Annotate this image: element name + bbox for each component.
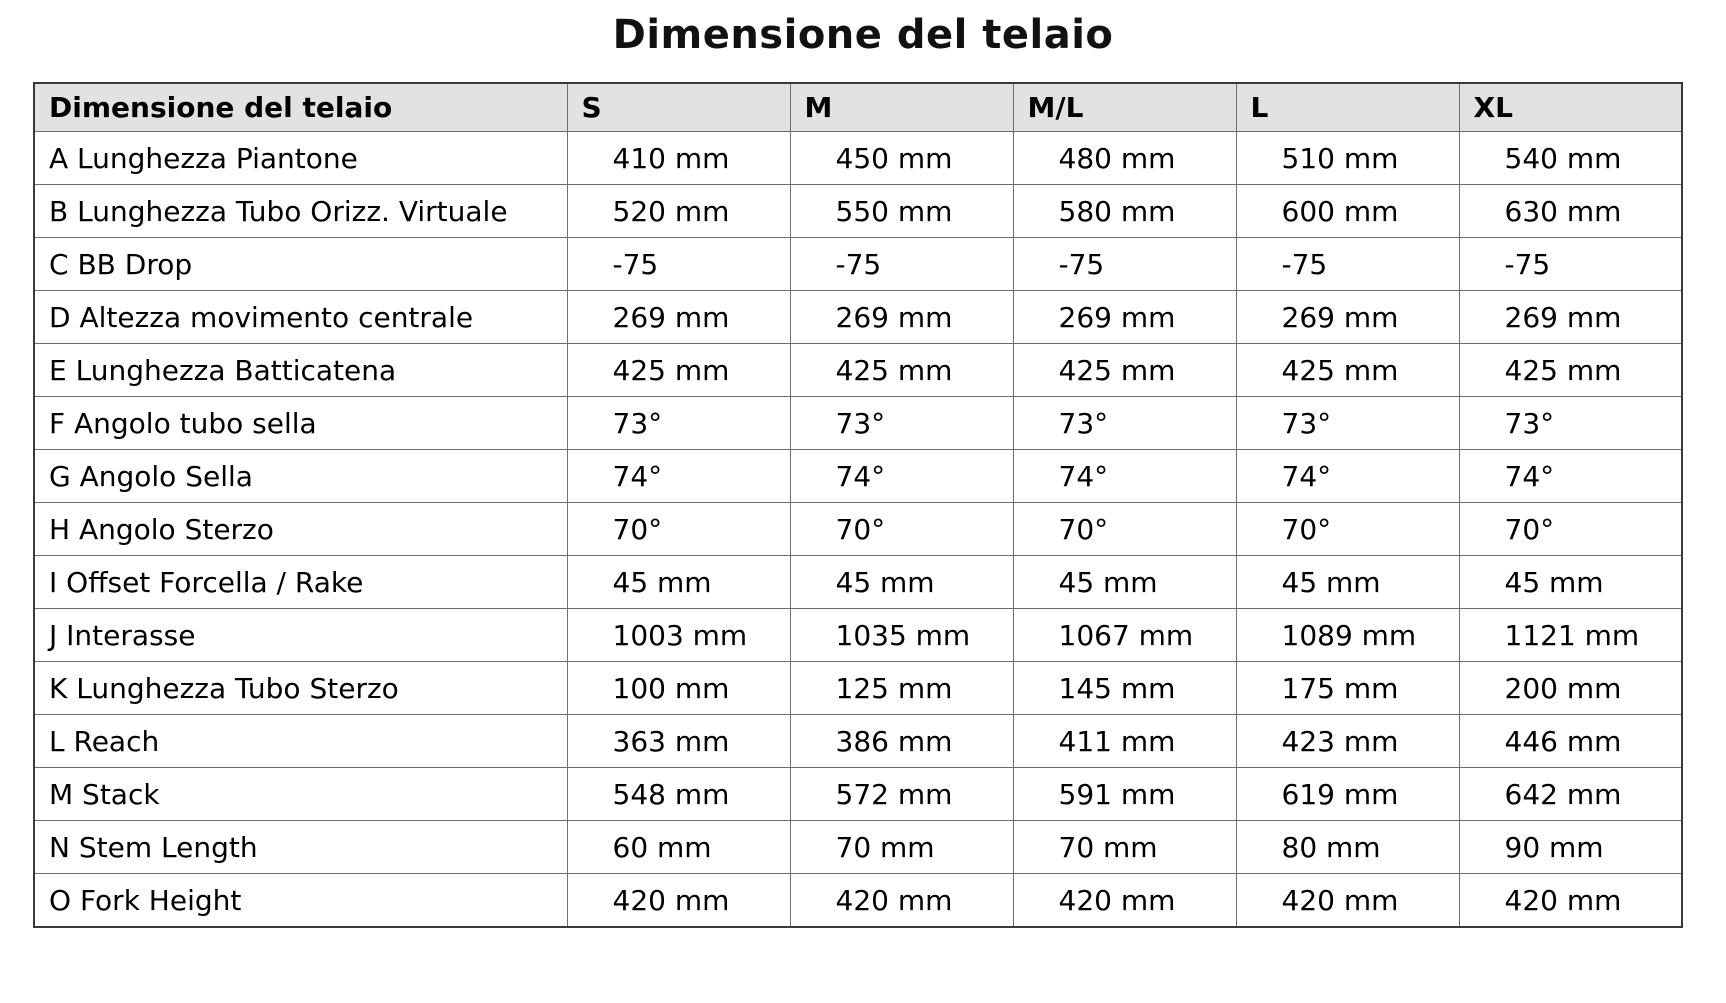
dimension-value-cell: 70 mm bbox=[790, 821, 1013, 874]
dimension-value-cell: 70° bbox=[1013, 503, 1236, 556]
page-title: Dimensione del telaio bbox=[612, 12, 1114, 58]
table-header-row bbox=[34, 83, 1682, 132]
dimension-value-cell: 420 mm bbox=[1459, 874, 1682, 928]
table-row bbox=[34, 874, 1682, 928]
header-cell-dimension: Dimensione del telaio bbox=[34, 83, 567, 132]
dimension-value-cell: 1003 mm bbox=[567, 609, 790, 662]
dimension-value-cell: 425 mm bbox=[567, 344, 790, 397]
dimension-value-cell: 45 mm bbox=[567, 556, 790, 609]
table-row bbox=[34, 238, 1682, 291]
dimension-value-cell: -75 bbox=[1459, 238, 1682, 291]
dimension-value-cell: 269 mm bbox=[567, 291, 790, 344]
dimension-label-cell: A Lunghezza Piantone bbox=[34, 132, 567, 185]
table-row bbox=[34, 397, 1682, 450]
frame-dimensions-table bbox=[33, 82, 1683, 928]
dimension-value-cell: -75 bbox=[567, 238, 790, 291]
header-cell-size-s: S bbox=[567, 83, 790, 132]
dimension-label-cell: B Lunghezza Tubo Orizz. Virtuale bbox=[34, 185, 567, 238]
dimension-value-cell: 642 mm bbox=[1459, 768, 1682, 821]
table-row bbox=[34, 609, 1682, 662]
dimension-value-cell: 591 mm bbox=[1013, 768, 1236, 821]
dimension-label-cell: K Lunghezza Tubo Sterzo bbox=[34, 662, 567, 715]
dimension-value-cell: 70 mm bbox=[1013, 821, 1236, 874]
dimension-value-cell: 45 mm bbox=[1013, 556, 1236, 609]
dimension-value-cell: 200 mm bbox=[1459, 662, 1682, 715]
table-body bbox=[34, 132, 1682, 928]
header-cell-size-ml: M/L bbox=[1013, 83, 1236, 132]
dimension-value-cell: 145 mm bbox=[1013, 662, 1236, 715]
table-row bbox=[34, 132, 1682, 185]
dimension-value-cell: 74° bbox=[1236, 450, 1459, 503]
dimension-value-cell: 269 mm bbox=[1013, 291, 1236, 344]
dimension-value-cell: 74° bbox=[1013, 450, 1236, 503]
dimension-value-cell: 73° bbox=[567, 397, 790, 450]
table-row bbox=[34, 768, 1682, 821]
dimension-value-cell: 1035 mm bbox=[790, 609, 1013, 662]
dimension-value-cell: 73° bbox=[1236, 397, 1459, 450]
dimension-label-cell: L Reach bbox=[34, 715, 567, 768]
dimension-value-cell: 269 mm bbox=[1236, 291, 1459, 344]
dimension-value-cell: 45 mm bbox=[1236, 556, 1459, 609]
dimension-label-cell: C BB Drop bbox=[34, 238, 567, 291]
dimension-value-cell: 420 mm bbox=[1013, 874, 1236, 928]
dimension-value-cell: 363 mm bbox=[567, 715, 790, 768]
dimension-value-cell: 420 mm bbox=[1236, 874, 1459, 928]
table-row bbox=[34, 450, 1682, 503]
dimension-value-cell: 420 mm bbox=[790, 874, 1013, 928]
dimension-value-cell: -75 bbox=[1236, 238, 1459, 291]
dimension-label-cell: N Stem Length bbox=[34, 821, 567, 874]
dimension-label-cell: E Lunghezza Batticatena bbox=[34, 344, 567, 397]
dimension-value-cell: 73° bbox=[1013, 397, 1236, 450]
dimension-value-cell: 269 mm bbox=[1459, 291, 1682, 344]
dimension-value-cell: 45 mm bbox=[790, 556, 1013, 609]
table-row bbox=[34, 291, 1682, 344]
table-row bbox=[34, 344, 1682, 397]
dimension-value-cell: 411 mm bbox=[1013, 715, 1236, 768]
dimension-value-cell: 420 mm bbox=[567, 874, 790, 928]
dimension-value-cell: 125 mm bbox=[790, 662, 1013, 715]
dimension-value-cell: 572 mm bbox=[790, 768, 1013, 821]
dimension-value-cell: 548 mm bbox=[567, 768, 790, 821]
dimension-value-cell: 540 mm bbox=[1459, 132, 1682, 185]
dimension-value-cell: 520 mm bbox=[567, 185, 790, 238]
dimension-value-cell: 425 mm bbox=[1236, 344, 1459, 397]
table-row bbox=[34, 715, 1682, 768]
dimension-value-cell: 73° bbox=[790, 397, 1013, 450]
dimension-value-cell: 1089 mm bbox=[1236, 609, 1459, 662]
table-row bbox=[34, 556, 1682, 609]
dimension-value-cell: 70° bbox=[790, 503, 1013, 556]
dimension-value-cell: 80 mm bbox=[1236, 821, 1459, 874]
dimension-label-cell: D Altezza movimento centrale bbox=[34, 291, 567, 344]
dimension-value-cell: 480 mm bbox=[1013, 132, 1236, 185]
dimension-label-cell: O Fork Height bbox=[34, 874, 567, 928]
dimension-value-cell: 425 mm bbox=[1013, 344, 1236, 397]
dimension-value-cell: 446 mm bbox=[1459, 715, 1682, 768]
dimension-label-cell: J Interasse bbox=[34, 609, 567, 662]
dimension-label-cell: H Angolo Sterzo bbox=[34, 503, 567, 556]
dimension-value-cell: 600 mm bbox=[1236, 185, 1459, 238]
dimension-value-cell: 70° bbox=[1459, 503, 1682, 556]
dimension-value-cell: 386 mm bbox=[790, 715, 1013, 768]
dimension-value-cell: 90 mm bbox=[1459, 821, 1682, 874]
dimension-value-cell: 1121 mm bbox=[1459, 609, 1682, 662]
dimension-value-cell: 410 mm bbox=[567, 132, 790, 185]
table-row bbox=[34, 503, 1682, 556]
dimension-value-cell: 425 mm bbox=[790, 344, 1013, 397]
table-row bbox=[34, 662, 1682, 715]
dimension-value-cell: 425 mm bbox=[1459, 344, 1682, 397]
dimension-label-cell: M Stack bbox=[34, 768, 567, 821]
dimension-value-cell: 1067 mm bbox=[1013, 609, 1236, 662]
dimension-value-cell: -75 bbox=[790, 238, 1013, 291]
dimension-value-cell: 580 mm bbox=[1013, 185, 1236, 238]
dimension-value-cell: 60 mm bbox=[567, 821, 790, 874]
dimension-value-cell: 619 mm bbox=[1236, 768, 1459, 821]
dimension-value-cell: 45 mm bbox=[1459, 556, 1682, 609]
dimension-value-cell: 269 mm bbox=[790, 291, 1013, 344]
dimension-value-cell: 423 mm bbox=[1236, 715, 1459, 768]
table-row bbox=[34, 185, 1682, 238]
header-cell-size-l: L bbox=[1236, 83, 1459, 132]
dimension-label-cell: G Angolo Sella bbox=[34, 450, 567, 503]
dimension-value-cell: 510 mm bbox=[1236, 132, 1459, 185]
dimension-value-cell: 70° bbox=[567, 503, 790, 556]
dimension-value-cell: 175 mm bbox=[1236, 662, 1459, 715]
dimension-value-cell: 70° bbox=[1236, 503, 1459, 556]
dimension-value-cell: -75 bbox=[1013, 238, 1236, 291]
dimension-value-cell: 550 mm bbox=[790, 185, 1013, 238]
dimension-value-cell: 630 mm bbox=[1459, 185, 1682, 238]
dimension-value-cell: 73° bbox=[1459, 397, 1682, 450]
dimension-value-cell: 450 mm bbox=[790, 132, 1013, 185]
header-cell-size-m: M bbox=[790, 83, 1013, 132]
dimension-value-cell: 100 mm bbox=[567, 662, 790, 715]
header-cell-size-xl: XL bbox=[1459, 83, 1682, 132]
dimension-value-cell: 74° bbox=[790, 450, 1013, 503]
table-row bbox=[34, 821, 1682, 874]
dimension-value-cell: 74° bbox=[567, 450, 790, 503]
dimension-label-cell: I Offset Forcella / Rake bbox=[34, 556, 567, 609]
dimension-label-cell: F Angolo tubo sella bbox=[34, 397, 567, 450]
dimension-value-cell: 74° bbox=[1459, 450, 1682, 503]
